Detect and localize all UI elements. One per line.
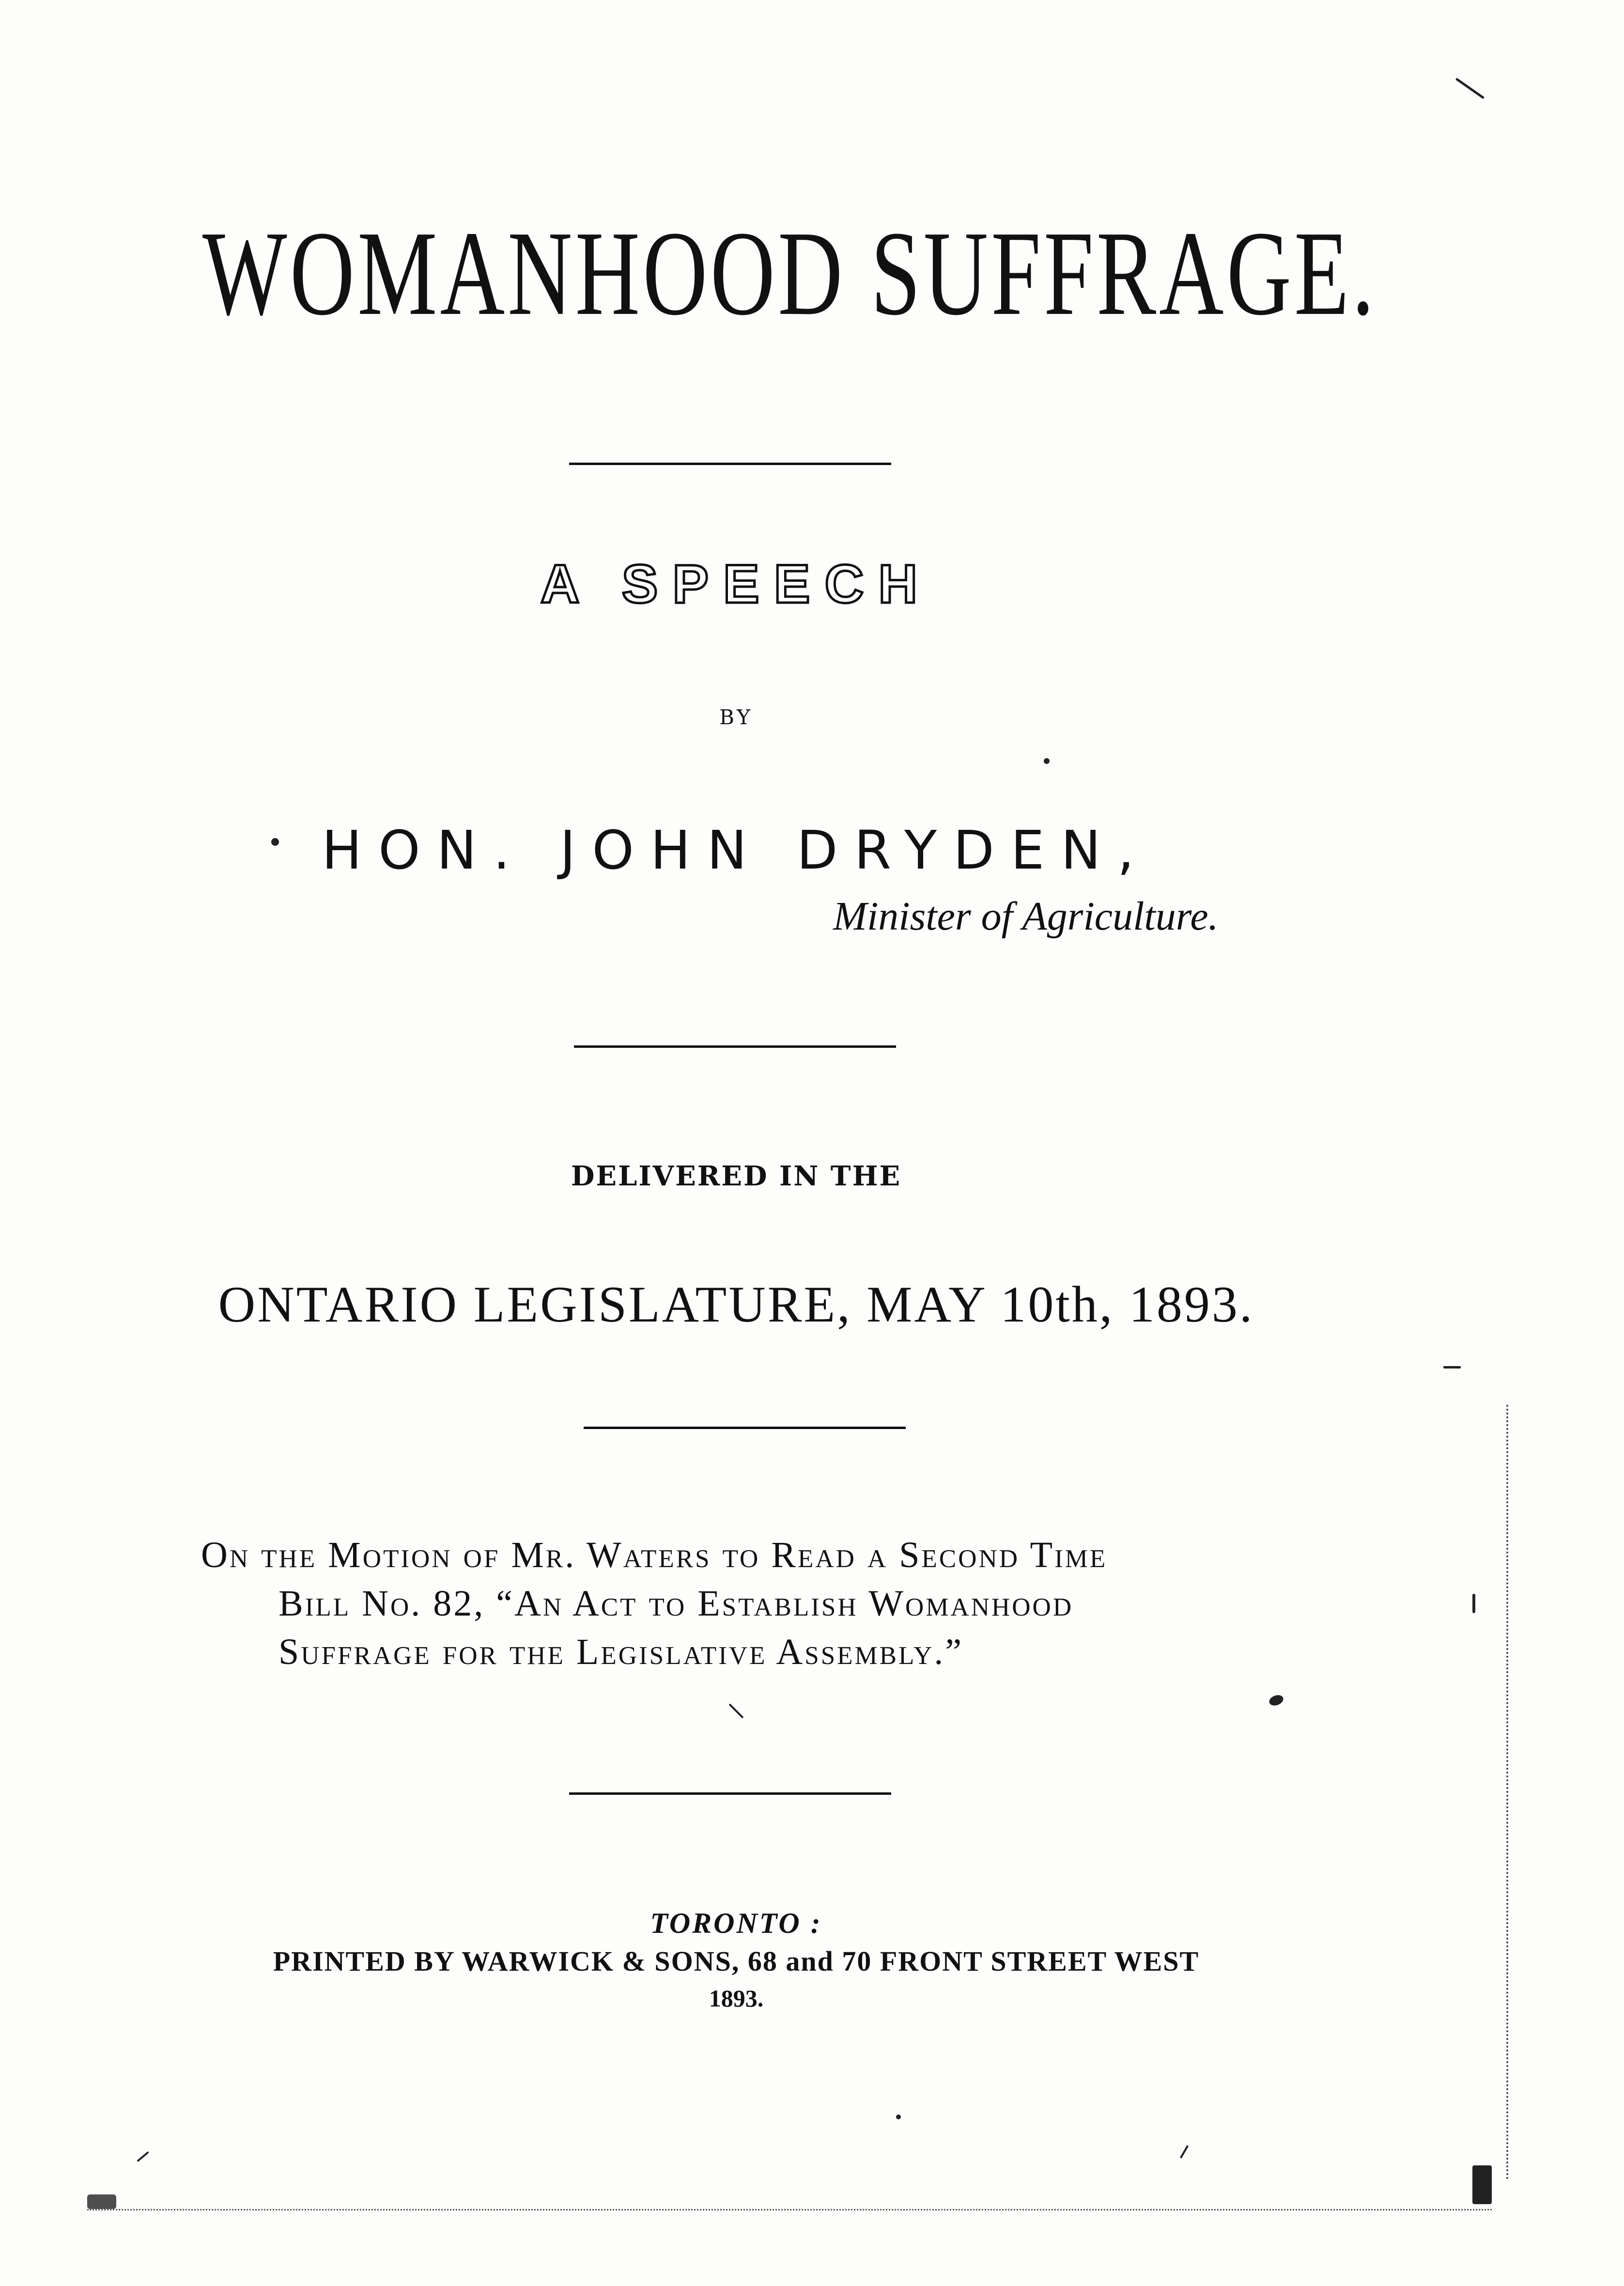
- motion-line: Bill No. 82, “An Act to Establish Womanhood: [278, 1583, 1074, 1624]
- scan-edge-noise: [1506, 1405, 1508, 2180]
- scan-speck: [1180, 2145, 1189, 2159]
- scan-speck: [896, 2115, 901, 2119]
- document-title: WOMANHOOD SUFFRAGE.: [202, 206, 1377, 341]
- document-subtitle: A SPEECH: [540, 554, 932, 614]
- scan-speck: [1455, 78, 1485, 99]
- scan-speck: [137, 2151, 149, 2162]
- divider-rule-2: [574, 1045, 896, 1048]
- imprint-place: TORONTO :: [650, 1907, 822, 1939]
- motion-text: [201, 1531, 1286, 1676]
- scan-speck: [1443, 1366, 1461, 1368]
- scan-speck: [1472, 2165, 1492, 2204]
- motion-line: On the Motion of Mr. Waters to Read a Second Time: [201, 1535, 1108, 1575]
- scan-speck: [1268, 1693, 1284, 1707]
- imprint-printer: PRINTED BY WARWICK & SONS, 68 and 70 FRONT STREET WEST: [273, 1945, 1200, 1977]
- scan-edge-noise: [87, 2209, 1492, 2210]
- scan-speck: [728, 1703, 743, 1718]
- scan-speck: [1472, 1594, 1475, 1613]
- by-label: BY: [719, 705, 753, 729]
- motion-line: Suffrage for the Legislative Assembly.”: [278, 1632, 964, 1672]
- divider-rule-4: [569, 1792, 891, 1795]
- author-role: Minister of Agriculture.: [833, 894, 1219, 939]
- scan-speck: [271, 838, 279, 846]
- imprint-year: 1893.: [709, 1985, 764, 2012]
- venue-date: ONTARIO LEGISLATURE, MAY 10th, 1893.: [218, 1276, 1254, 1333]
- author-name: HON. JOHN DRYDEN,: [322, 819, 1151, 881]
- divider-rule-1: [569, 463, 891, 465]
- delivered-label: DELIVERED IN THE: [571, 1160, 902, 1192]
- scan-speck: [1044, 758, 1050, 764]
- divider-rule-3: [584, 1427, 906, 1429]
- scan-speck: [87, 2194, 116, 2209]
